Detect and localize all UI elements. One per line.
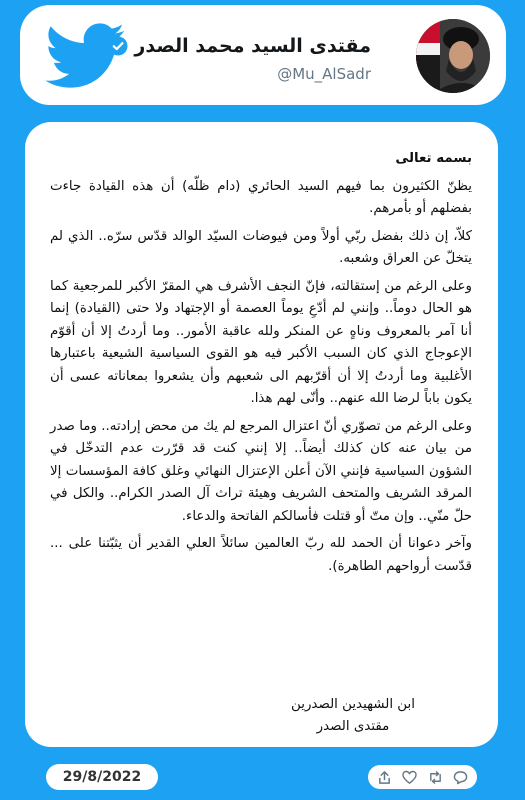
tweet-paragraph: بسمه تعالى bbox=[395, 151, 472, 166]
tweet-paragraph: وآخر دعوانا أن الحمد لله ربّ العالمين سائلاً العلي القدير أن يثبّتنا على ... قدّست أرواحهم الطاهرة). bbox=[50, 536, 472, 574]
share-icon[interactable] bbox=[377, 770, 392, 785]
name-row bbox=[108, 35, 371, 57]
signature-line: ابن الشهيدين الصدرين bbox=[291, 697, 415, 712]
display-name[interactable]: مقتدى السيد محمد الصدر bbox=[134, 35, 371, 57]
profile-header bbox=[20, 5, 506, 105]
tweet-paragraph: يظنّ الكثيرون بما فيهم السيد الحائري (دام ظلّه) أن هذه القيادة جاءت بفضلهم أو بأمرهم. bbox=[50, 178, 472, 216]
retweet-icon[interactable] bbox=[428, 770, 443, 785]
user-handle[interactable]: @Mu_AlSadr bbox=[277, 65, 371, 83]
tweet-card bbox=[25, 122, 498, 747]
signature bbox=[248, 694, 458, 738]
tweet-paragraph: كلاّ، إن ذلك بفضل ربّي أولاً ومن فيوضات السيّد الوالد قدّس سرّه.. الذي لم يتخلّ عن العراق وشعبه. bbox=[50, 228, 472, 266]
signature-line: مقتدى الصدر bbox=[316, 719, 390, 734]
comment-icon[interactable] bbox=[453, 770, 468, 785]
avatar[interactable] bbox=[416, 19, 490, 93]
tweet-date: 29/8/2022 bbox=[46, 764, 158, 790]
tweet-footer bbox=[0, 760, 525, 796]
tweet-actions bbox=[368, 765, 477, 789]
tweet-paragraph: وعلى الرغم من إستقالته، فإنّ النجف الأشرف هي المقرّ الأكبر للمرجعية كما هو الحال دوماً.. وإنني لم أدّعِ يوماً العصمة أو الإجتهاد ولا حتى (القيادة) إنما أنا آمر بالمعروف وناهٍ عن المنكر ولله عاقبة الأمور.. وما أردتُ إلا أن أقوّم الإعوجاج الذي كان السبب الأكبر فيه هو القوى السياسية الشيعية باعتبارها الأغلبية وما أردتُ إلا أن أقرّبهم الى شعبهم وأن يشعروا بمعاناته عسى أن يكون باباً لرضا الله عنهم.. وأنّى لهم هذا. bbox=[50, 278, 472, 406]
verified-badge-icon bbox=[108, 36, 128, 56]
tweet-body bbox=[50, 148, 472, 583]
heart-icon[interactable] bbox=[402, 770, 417, 785]
avatar-portrait-icon bbox=[416, 19, 490, 93]
tweet-paragraph: وعلى الرغم من تصوّري أنّ اعتزال المرجع لم يك من محض إرادته.. وما صدر من بيان عنه كان كذلك أيضاً.. إلا إنني كنت قد قرّرت عدم التدخّل في الشؤون السياسية فإنني الآن أعلن الإعتزال النهائي وغلق كافة المؤسسات إلا المرقد الشريف والمتحف الشريف وهيئة تراث آل الصدر الكرام.. والكل في حلّ منّي.. وإن متّ أو قتلت فأسالكم الفاتحة والدعاء. bbox=[50, 418, 472, 524]
